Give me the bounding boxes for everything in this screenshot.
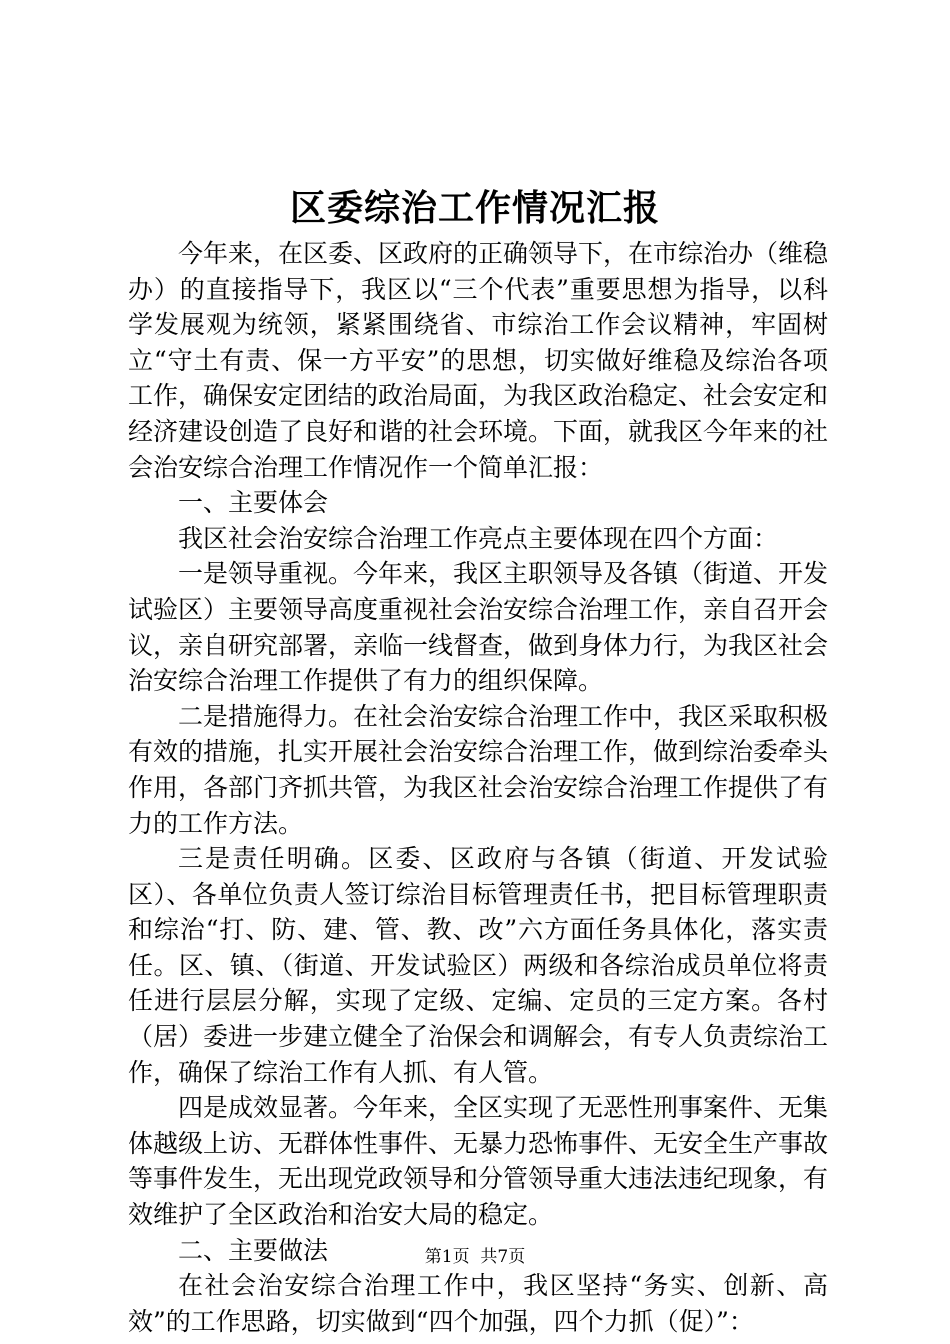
footer-separator: [470, 1247, 481, 1267]
document-title: 区委综治工作情况汇报: [289, 187, 660, 229]
page-number: 第1页: [424, 1247, 470, 1267]
section-heading-1: 一、主要体会: [178, 488, 329, 518]
paragraph-leadership: 一是领导重视。今年来，我区主职领导及各镇（街道、开发试验区）主要领导高度重视社会治安综合治理工作，亲自召开会议，亲自研究部署，亲临一线督查，做到身体力行，为我区社会治安综合治理工作提供了有力的组织保障。: [128, 559, 829, 696]
page-total: 共7页: [480, 1247, 526, 1267]
paragraph-results: 四是成效显著。今年来，全区实现了无恶性刑事案件、无集体越级上访、无群体性事件、无暴力恐怖事件、无安全生产事故等事件发生，无出现党政领导和分管领导重大违法违纪现象，有效维护了全区政治和治安大局的稳定。: [128, 1093, 829, 1230]
paragraph-measures: 二是措施得力。在社会治安综合治理工作中，我区采取积极有效的措施，扎实开展社会治安综合治理工作，做到综治委牵头作用，各部门齐抓共管，为我区社会治安综合治理工作提供了有力的工作方法。: [128, 701, 829, 838]
paragraph-intro: 今年来，在区委、区政府的正确领导下，在市综治办（维稳办）的直接指导下，我区以“三个代表”重要思想为指导，以科学发展观为统领，紧紧围绕省、市综治工作会议精神，牢固树立“守土有责、保一方平安”的思想，切实做好维稳及综治各项工作，确保安定团结的政治局面，为我区政治稳定、社会安定和经济建设创造了良好和谐的社会环境。下面，就我区今年来的社会治安综合治理工作情况作一个简单汇报：: [128, 239, 829, 482]
paragraph-responsibility: 三是责任明确。区委、区政府与各镇（街道、开发试验区）、各单位负责人签订综治目标管理责任书，把目标管理职责和综治“打、防、建、管、教、改”六方面任务具体化，落实责任。区、镇、（街道、开发试验区）两级和各综治成员单位将责任进行层层分解，实现了定级、定编、定员的三定方案。各村（居）委进一步建立健全了治保会和调解会，有专人负责综治工作，确保了综治工作有人抓、有人管。: [128, 844, 829, 1087]
paragraph-approach: 在社会治安综合治理工作中，我区坚持“务实、创新、高效”的工作思路，切实做到“四个加强，四个力抓（促）”：: [128, 1271, 828, 1336]
section-heading-2: 二、主要做法: [178, 1235, 329, 1265]
page-footer: [0, 1245, 950, 1269]
paragraph-highlights: 我区社会治安综合治理工作亮点主要体现在四个方面：: [178, 523, 779, 553]
document-body: [128, 236, 828, 1339]
